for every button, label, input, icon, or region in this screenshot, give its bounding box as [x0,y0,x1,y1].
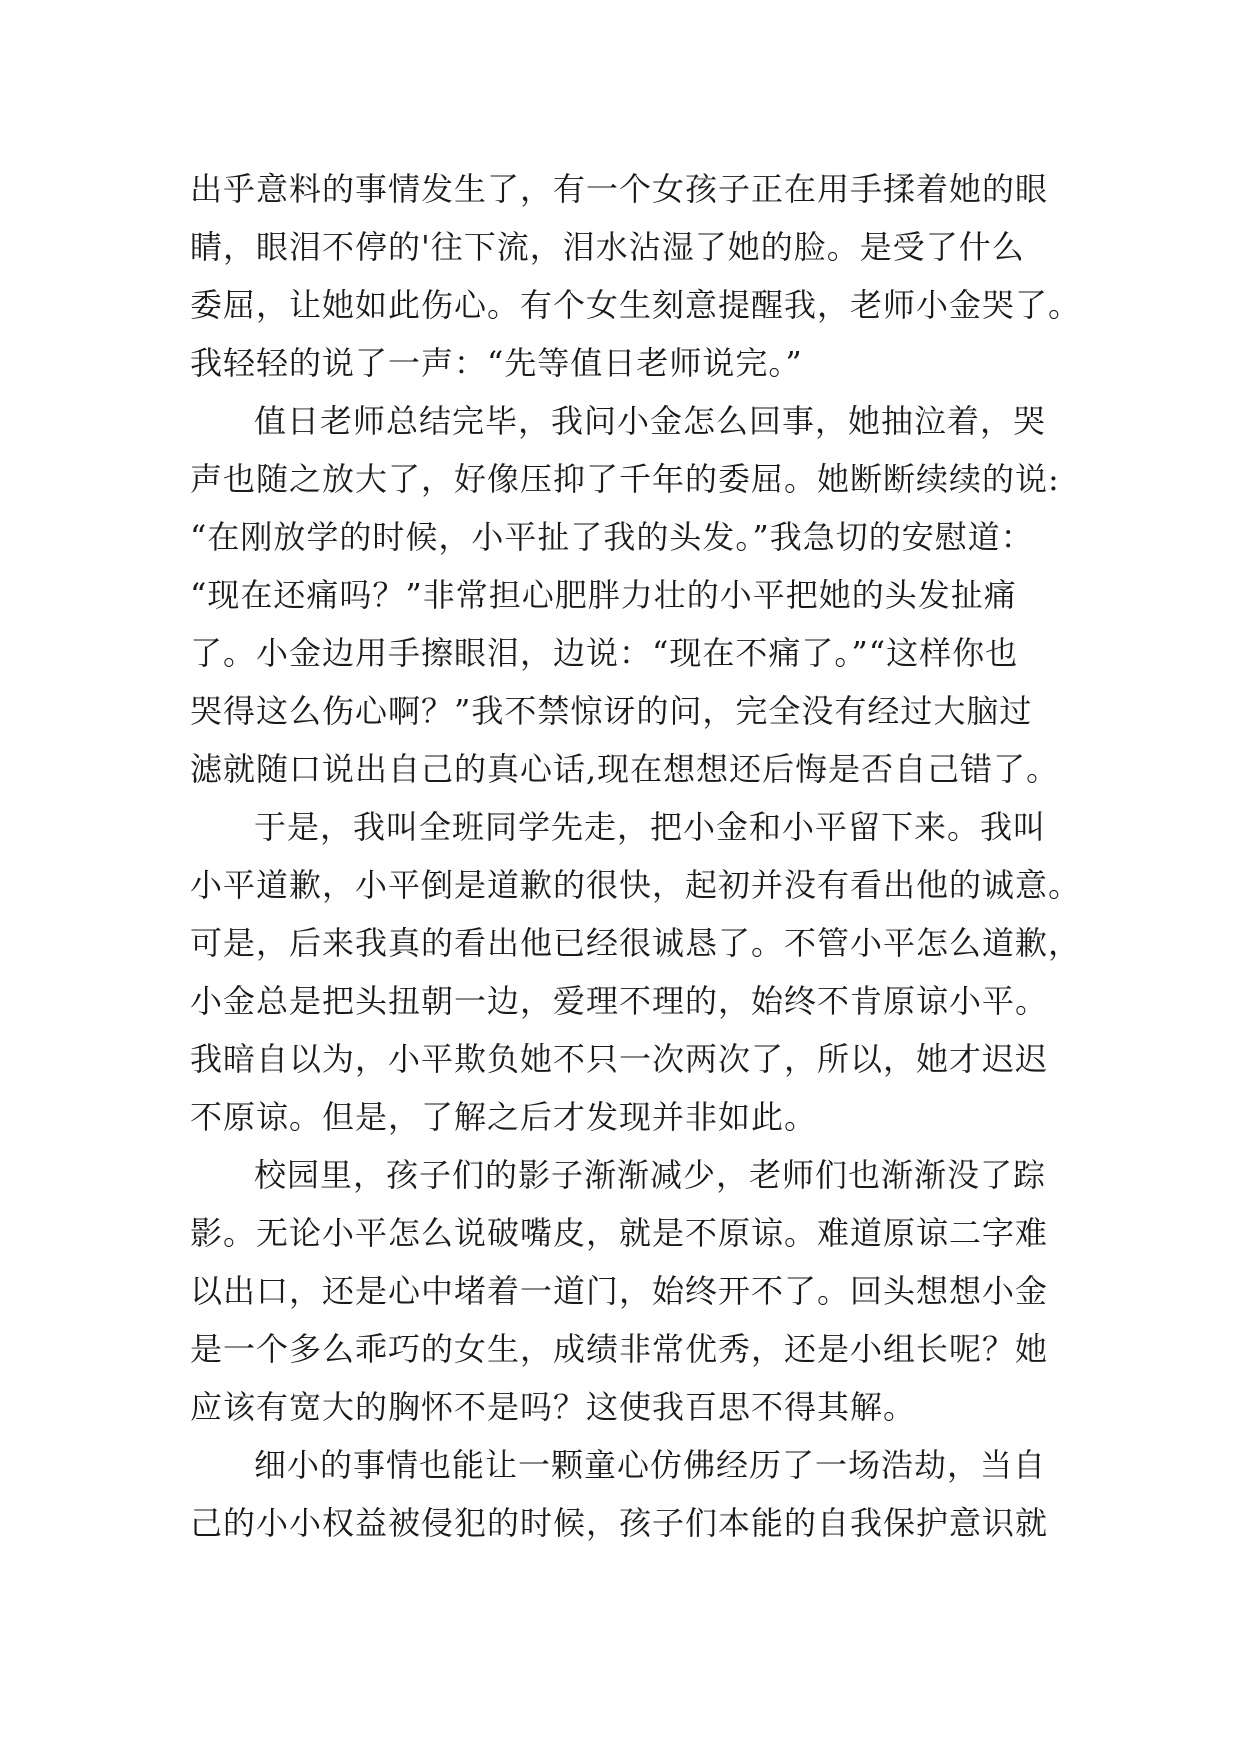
text-line: 小平道歉，小平倒是道歉的很快，起初并没有看出他的诚意。 [190,866,1082,904]
paragraph-1 [190,160,1082,392]
text-line: 可是，后来我真的看出他已经很诚恳了。不管小平怎么道歉， [190,924,1082,962]
text-line: 睛，眼泪不停的'往下流，泪水沾湿了她的脸。是受了什么 [190,228,1025,266]
text-line: 以出口，还是心中堵着一道门，始终开不了。回头想想小金 [190,1272,1049,1310]
text-line: 是一个多么乖巧的女生，成绩非常优秀，还是小组长呢？她 [190,1330,1049,1368]
text-line: 出乎意料的事情发生了，有一个女孩子正在用手揉着她的眼 [190,170,1049,208]
text-line: 不原谅。但是，了解之后才发现并非如此。 [190,1098,818,1136]
document-page [190,160,1082,1552]
text-line: 委屈，让她如此伤心。有个女生刻意提醒我，老师小金哭了。 [190,286,1082,324]
paragraph-3 [190,798,1082,1146]
text-line: 细小的事情也能让一颗童心仿佛经历了一场浩劫，当自 [254,1446,1047,1484]
text-line: “现在还痛吗？”非常担心肥胖力壮的小平把她的头发扯痛 [190,576,1017,614]
text-line: “在刚放学的时候，小平扯了我的头发。”我急切的安慰道： [190,518,1034,556]
text-line: 己的小小权益被侵犯的时候，孩子们本能的自我保护意识就 [190,1504,1049,1542]
text-line: 影。无论小平怎么说破嘴皮，就是不原谅。难道原谅二字难 [190,1214,1049,1252]
text-line: 了。小金边用手擦眼泪，边说：“现在不痛了。”“这样你也 [190,634,1019,672]
text-line: 哭得这么伤心啊？”我不禁惊讶的问，完全没有经过大脑过 [190,692,1033,730]
text-line: 我轻轻的说了一声：“先等值日老师说完。” [190,344,803,382]
text-line: 值日老师总结完毕，我问小金怎么回事，她抽泣着，哭 [254,402,1047,440]
text-line: 声也随之放大了，好像压抑了千年的委屈。她断断续续的说: [190,460,1060,498]
text-line: 滤就随口说出自己的真心话,现在想想还后悔是否自己错了。 [190,750,1060,788]
text-line: 校园里，孩子们的影子渐渐减少，老师们也渐渐没了踪 [254,1156,1047,1194]
text-line: 于是，我叫全班同学先走，把小金和小平留下来。我叫 [254,808,1047,846]
text-line: 我暗自以为，小平欺负她不只一次两次了，所以，她才迟迟 [190,1040,1049,1078]
text-line: 应该有宽大的胸怀不是吗？这使我百思不得其解。 [190,1388,917,1426]
paragraph-2 [190,392,1070,798]
paragraph-5 [190,1436,1070,1552]
text-line: 小金总是把头扭朝一边，爱理不理的，始终不肯原谅小平。 [190,982,1049,1020]
paragraph-4 [190,1146,1070,1436]
